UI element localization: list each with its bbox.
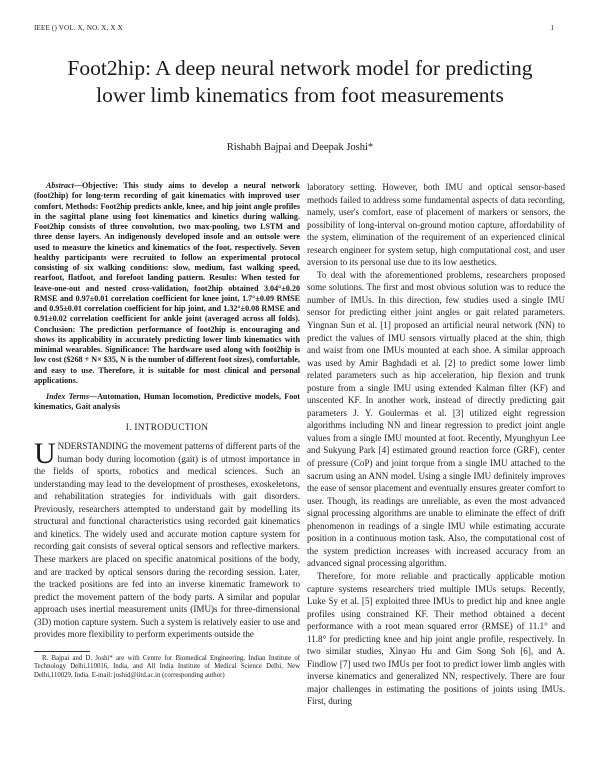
left-column: [34, 181, 300, 680]
dropcap-letter: U: [34, 437, 56, 471]
author-footnote: R. Bajpai and D. Joshi* are with Centre for Biomedical Engineering, Indian Institute of Technology Delhi,110016, India, and All India Institute of Medical Science Delhi, New Delhi,110029, India. E-mail: joshid@iitd.ac.in (corresponding author): [34, 654, 300, 679]
footnote-divider: [34, 651, 90, 652]
introduction-paragraph-1-text: NDERSTANDING the movement patterns of different parts of the human body during locomotion (gait) is of utmost importance in the fields of sports, robotics and medical sciences. Such an understanding may lead to the development of prostheses, exoskeletons, and rehabilitation strategies for individuals with gait disorders. Previously, researchers attempted to understand gait by modelling its structural and functional characteristics using recorded gait kinematics and kinetics. The widely used and accurate motion capture system for recording gait consists of several optical sensors and reflective markers. These markers are placed on specific anatomical positions of the body, and are tracked by optical sensors during the recording session. Later, the tracked positions are fed into an inverse kinematic framework to predict the movement pattern of the body parts. A similar and popular approach uses inertial measurement units (IMU)s for three-dimensional (3D) motion capture system. Such a system is relatively easier to use and provides more flexibility to perform experiments outside the: [34, 441, 300, 640]
right-paragraph-3: Therefore, for more reliable and practically applicable motion capture systems researchers tried multiple IMUs setups. Recently, Luke Sy et al. [5] exploited three IMUs to predict hip and knee angle profiles using constrained KF. Their method obtained a decent performance with a root mean squared error (RMSE) of 11.1° and 11.8° for predicting knee and hip joint angle profile, respectively. In two similar studies, Xinyao Hu and Gim Song Soh [6], and A. Findlow [7] used two IMUs per foot to predict lower limb angles with inverse kinematics and generalized NN, respectively. There are four major challenges in estimating the positions of joints using IMUs. First, during: [307, 570, 565, 707]
abstract-lead: Abstract: [46, 181, 74, 190]
right-paragraph-2: To deal with the aforementioned problems, researchers proposed some solutions. The first and most obvious solution was to reduce the number of IMUs. In this direction, few studies used a single IMU sensor for predicting either joint angles or gait related parameters. Yingnan Sun et al. [1] proposed an artificial neural network (NN) to predict the values of IMU sensors virtually placed at the shin, thigh and waist from one IMUs mounted at each shoe. A similar approach was used by Amir Baghdadi et al. [2] to predict some lower limb related parameters such as hip acceleration, hip flexion and trunk posture from a single IMU using extended Kalman filter (KF) and unscented KF. In another work, instead of directly predicting gait parameters J. Y. Goulermas et al. [3] utilized eight regression algorithms including NN and linear regression to predict joint angle values from a single IMU mounted at foot. Recently, Myunghyun Lee and Sukyung Park [4] estimated ground reaction force (GRF), center of pressure (CoP) and joint torque from a single IMU attached to the sacrum using an ANN model. Using a single IMU definitely improves the ease of sensor placement and eventually ensures greater comfort to user. Though, its readings are unreliable, as even the most advanced signal processing algorithms are unable to eliminate the effect of drift phenomenon in readings of a single IMU while estimating accurate position in a continuous motion task. Also, the computational cost of the system prediction increases with increased accuracy from an advanced signal processing algorithm.: [307, 269, 565, 569]
running-header-journal: IEEE () VOL. X, NO. X, X X: [34, 24, 123, 32]
paper-authors: Rishabh Bajpai and Deepak Joshi*: [226, 142, 374, 153]
running-header-page-number: 1: [550, 24, 554, 32]
index-terms: [34, 392, 300, 413]
right-column: [307, 181, 565, 708]
index-terms-text: —Automation, Human locomotion, Predictive models, Foot kinematics, Gait analysis: [34, 392, 300, 412]
section-heading-introduction: I. INTRODUCTION: [125, 422, 209, 433]
abstract-text: —Objective: This study aims to develop a neural network (foot2hip) for long-term recording of gait kinematics with improved user comfort. Methods: Foot2hip predicts ankle, knee, and hip joint angle profiles in the sagittal plane using foot kinematics and kinetics during walking. Foot2hip consists of three convolution, two max-pooling, two LSTM and three dense layers. An indigenously developed insole and an outsole were used to measure the kinetics and kinematics of the foot, respectively. Seven healthy participants were recruited to follow an experimental protocol consisting of six walking conditions: slow, medium, fast walking speed, rearfoot, flatfoot, and forefoot landing pattern. Results: When tested for leave-one-out and nested cross-validation, foot2hip obtained 3.04°±0.20 RMSE and 0.97±0.01 correlation coefficient for knee joint, 1.7°±0.09 RMSE and 0.95±0.01 correlation coefficient for hip joint, and 1.32°±0.08 RMSE and 0.91±0.02 correlation coefficient for ankle joint (averaged across all folds). Conclusion: The prediction performance of foot2hip is encouraging and shows its applicability in accurately predicting lower limb kinematics with minimal wearables. Significance: The hardware used along with foot2hip is low cost ($268 + N× $35, N is the number of different foot sizes), comfortable, and easy to use. Therefore, it is suitable for most clinical and personal applications.: [34, 181, 300, 385]
index-terms-lead: Index Terms: [46, 392, 89, 401]
right-paragraph-1: laboratory setting. However, both IMU and optical sensor-based methods failed to address some fundamental aspects of data recording, namely, user's comfort, ease of placement of markers or sensors, the possibility of long-interval on-ground motion capture, affordability of the system, elimination of the requirement of an experienced clinical research engineer for system setup, high computational cost, and user aversion to its personal use due to its low aesthetics.: [307, 182, 565, 268]
abstract: [34, 181, 300, 386]
introduction-paragraph-1: [34, 437, 300, 641]
paper-title: Foot2hip: A deep neural network model for predicting lower limb kinematics from foot measurements: [67, 56, 533, 107]
